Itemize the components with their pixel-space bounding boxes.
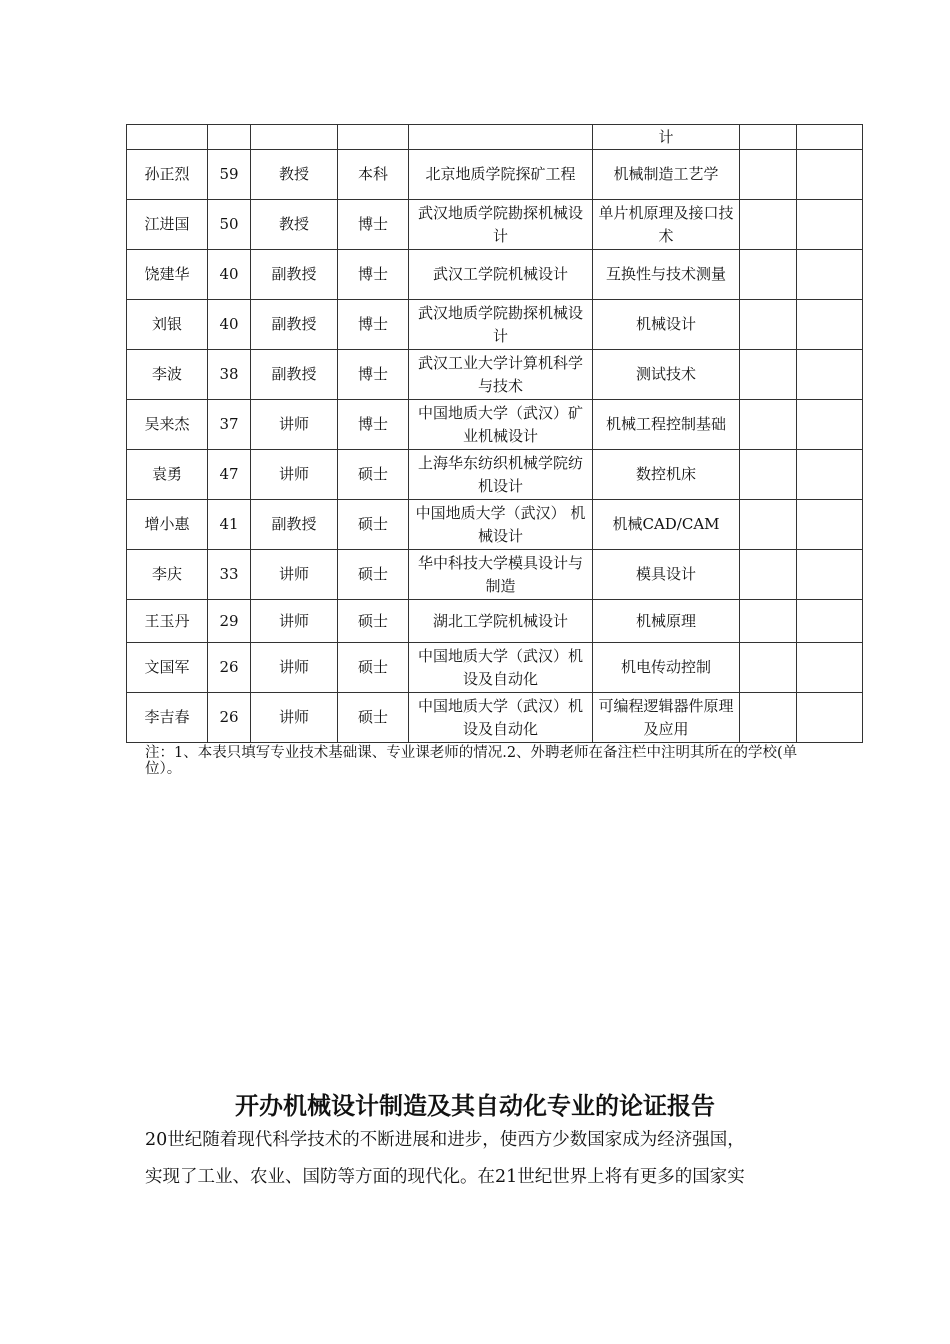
school-major-cell: 武汉地质学院勘探机械设计 (409, 300, 593, 350)
report-heading: 开办机械设计制造及其自动化专业的论证报告 (235, 1091, 715, 1120)
extra-cell (740, 643, 797, 693)
teacher-name-cell: 王玉丹 (127, 600, 208, 643)
school-major-cell: 湖北工学院机械设计 (409, 600, 593, 643)
remark-cell (797, 400, 863, 450)
degree-cell: 本科 (338, 150, 409, 200)
school-major-cell: 中国地质大学（武汉）机设及自动化 (409, 693, 593, 743)
title-cell: 教授 (251, 200, 338, 250)
table-footnote: 注：1、本表只填写专业技术基础课、专业课老师的情况.2、外聘老师在备注栏中注明其所在的学校(单位）。 (145, 745, 798, 777)
degree-cell: 博士 (338, 400, 409, 450)
school-major-cell: 武汉地质学院勘探机械设计 (409, 200, 593, 250)
age-cell: 26 (208, 693, 251, 743)
table-row (127, 500, 863, 550)
remark-cell (797, 600, 863, 643)
teacher-name-cell: 李波 (127, 350, 208, 400)
course-cell: 机械制造工艺学 (593, 150, 740, 200)
remark-cell (797, 250, 863, 300)
remark-cell (797, 350, 863, 400)
extra-cell (740, 350, 797, 400)
teacher-name-cell: 孙正烈 (127, 150, 208, 200)
degree-cell: 硕士 (338, 643, 409, 693)
title-cell: 讲师 (251, 600, 338, 643)
school-major-cell: 中国地质大学（武汉） 机械设计 (409, 500, 593, 550)
remark-cell (797, 643, 863, 693)
table-row (127, 600, 863, 643)
table-cell (251, 125, 338, 150)
remark-cell (797, 550, 863, 600)
extra-cell (740, 450, 797, 500)
table-row (127, 300, 863, 350)
title-cell: 讲师 (251, 550, 338, 600)
paragraph-line: 实现了工业、农业、国防等方面的现代化。在21世纪世界上将有更多的国家实 (145, 1167, 745, 1187)
extra-cell (740, 300, 797, 350)
remark-cell (797, 500, 863, 550)
course-cell: 数控机床 (593, 450, 740, 500)
table-row (127, 350, 863, 400)
table-cell: 计 (593, 125, 740, 150)
table-cell (208, 125, 251, 150)
age-cell: 59 (208, 150, 251, 200)
teacher-name-cell: 袁勇 (127, 450, 208, 500)
course-cell: 机械工程控制基础 (593, 400, 740, 450)
school-major-cell: 上海华东纺织机械学院纺机设计 (409, 450, 593, 500)
school-major-cell: 华中科技大学模具设计与制造 (409, 550, 593, 600)
extra-cell (740, 600, 797, 643)
age-cell: 40 (208, 300, 251, 350)
table-row (127, 693, 863, 743)
age-cell: 26 (208, 643, 251, 693)
degree-cell: 博士 (338, 350, 409, 400)
remark-cell (797, 150, 863, 200)
title-cell: 副教授 (251, 300, 338, 350)
school-major-cell: 中国地质大学（武汉）矿业机械设计 (409, 400, 593, 450)
table-row (127, 643, 863, 693)
degree-cell: 博士 (338, 250, 409, 300)
table-row (127, 450, 863, 500)
table-row (127, 150, 863, 200)
school-major-cell: 中国地质大学（武汉）机设及自动化 (409, 643, 593, 693)
teacher-name-cell: 李庆 (127, 550, 208, 600)
table-cell (797, 125, 863, 150)
degree-cell: 硕士 (338, 550, 409, 600)
course-cell: 机电传动控制 (593, 643, 740, 693)
paragraph-line: 20世纪随着现代科学技术的不断进展和进步，使西方少数国家成为经济强国， (145, 1130, 745, 1150)
school-major-cell: 武汉工学院机械设计 (409, 250, 593, 300)
teacher-name-cell: 江进国 (127, 200, 208, 250)
degree-cell: 硕士 (338, 693, 409, 743)
remark-cell (797, 450, 863, 500)
course-cell: 互换性与技术测量 (593, 250, 740, 300)
age-cell: 29 (208, 600, 251, 643)
remark-cell (797, 200, 863, 250)
table-cell (740, 125, 797, 150)
title-cell: 讲师 (251, 450, 338, 500)
age-cell: 47 (208, 450, 251, 500)
remark-cell (797, 693, 863, 743)
age-cell: 33 (208, 550, 251, 600)
course-cell: 机械CAD/CAM (593, 500, 740, 550)
degree-cell: 博士 (338, 300, 409, 350)
teacher-name-cell: 饶建华 (127, 250, 208, 300)
report-paragraph (145, 1122, 825, 1196)
school-major-cell: 武汉工业大学计算机科学与技术 (409, 350, 593, 400)
extra-cell (740, 550, 797, 600)
table-cell (127, 125, 208, 150)
extra-cell (740, 693, 797, 743)
title-cell: 教授 (251, 150, 338, 200)
course-cell: 模具设计 (593, 550, 740, 600)
teacher-name-cell: 吴来杰 (127, 400, 208, 450)
remark-cell (797, 300, 863, 350)
age-cell: 41 (208, 500, 251, 550)
degree-cell: 硕士 (338, 450, 409, 500)
teacher-name-cell: 文国军 (127, 643, 208, 693)
title-cell: 副教授 (251, 500, 338, 550)
title-cell: 讲师 (251, 643, 338, 693)
extra-cell (740, 500, 797, 550)
table-cell (409, 125, 593, 150)
degree-cell: 硕士 (338, 600, 409, 643)
extra-cell (740, 150, 797, 200)
table-row (127, 200, 863, 250)
course-cell: 机械原理 (593, 600, 740, 643)
age-cell: 50 (208, 200, 251, 250)
title-cell: 讲师 (251, 693, 338, 743)
extra-cell (740, 250, 797, 300)
table-cell (338, 125, 409, 150)
title-cell: 副教授 (251, 350, 338, 400)
course-cell: 机械设计 (593, 300, 740, 350)
table-continuation-row (127, 125, 863, 150)
course-cell: 单片机原理及接口技术 (593, 200, 740, 250)
table-row (127, 550, 863, 600)
age-cell: 37 (208, 400, 251, 450)
title-cell: 讲师 (251, 400, 338, 450)
degree-cell: 硕士 (338, 500, 409, 550)
table-row (127, 250, 863, 300)
extra-cell (740, 200, 797, 250)
title-cell: 副教授 (251, 250, 338, 300)
faculty-table (126, 124, 863, 743)
extra-cell (740, 400, 797, 450)
course-cell: 可编程逻辑器件原理及应用 (593, 693, 740, 743)
table-row (127, 400, 863, 450)
teacher-name-cell: 增小惠 (127, 500, 208, 550)
degree-cell: 博士 (338, 200, 409, 250)
teacher-name-cell: 刘银 (127, 300, 208, 350)
school-major-cell: 北京地质学院探矿工程 (409, 150, 593, 200)
age-cell: 40 (208, 250, 251, 300)
age-cell: 38 (208, 350, 251, 400)
course-cell: 测试技术 (593, 350, 740, 400)
teacher-name-cell: 李吉春 (127, 693, 208, 743)
